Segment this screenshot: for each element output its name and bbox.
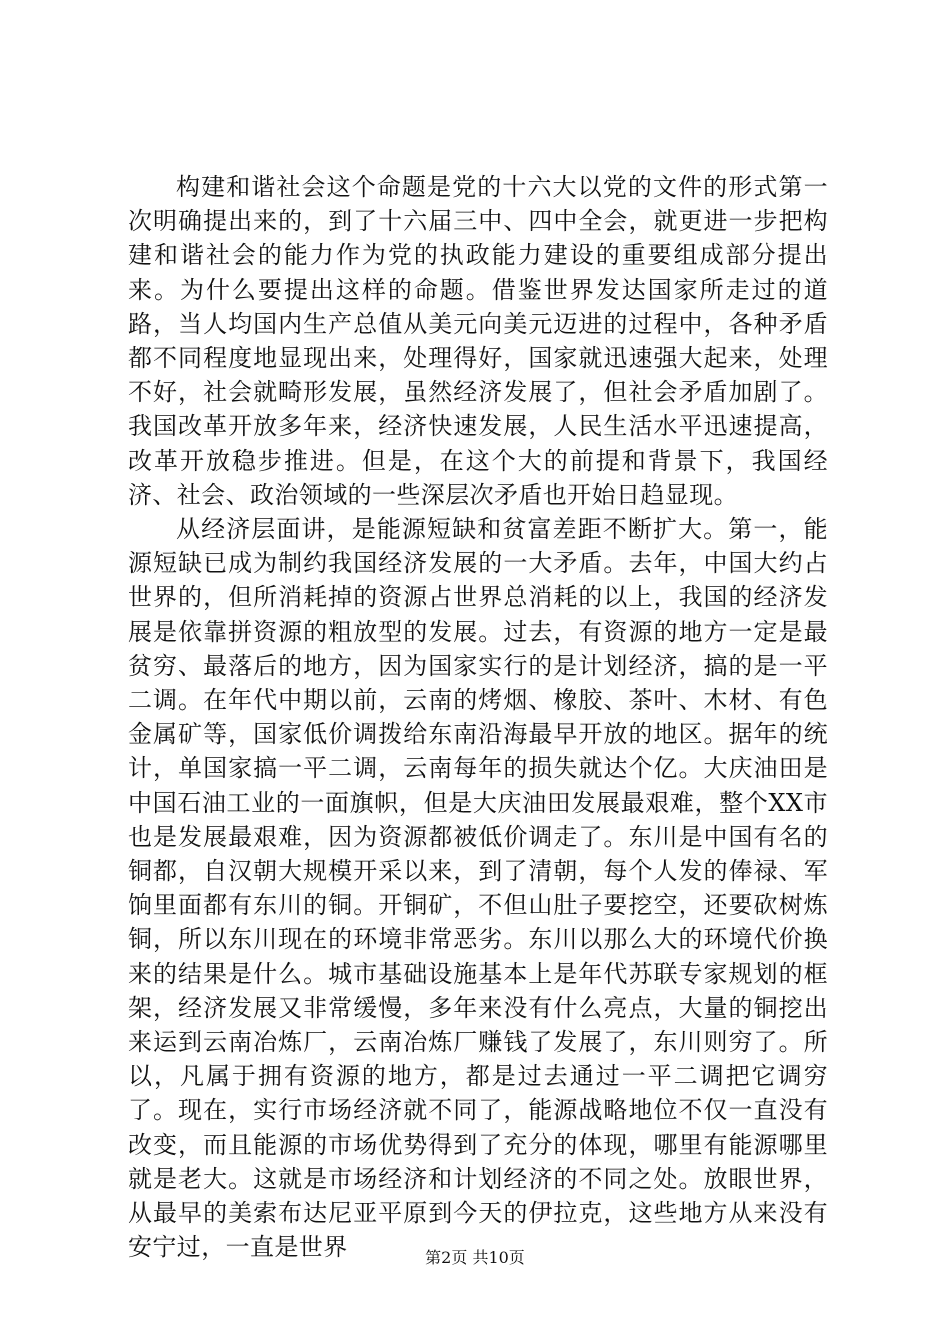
document-body [128,170,828,1265]
page-number-footer: 第2页 共10页 [425,1248,525,1267]
paragraph-harmonious-society: 构建和谐社会这个命题是党的十六大以党的文件的形式第一次明确提出来的，到了十六届三中、四中全会，就更进一步把构建和谐社会的能力作为党的执政能力建设的重要组成部分提出来。为什么要提出这样的命题。借鉴世界发达国家所走过的道路，当人均国内生产总值从美元向美元迈进的过程中，各种矛盾都不同程度地显现出来，处理得好，国家就迅速强大起来，处理不好，社会就畸形发展，虽然经济发展了，但社会矛盾加剧了。我国改革开放多年来，经济快速发展，人民生活水平迅速提高，改革开放稳步推进。但是，在这个大的前提和背景下，我国经济、社会、政治领域的一些深层次矛盾也开始日趋显现。 [128,173,828,509]
paragraph-economic-level: 从经济层面讲，是能源短缺和贫富差距不断扩大。第一，能源短缺已成为制约我国经济发展的一大矛盾。去年，中国大约占世界的，但所消耗掉的资源占世界总消耗的以上，我国的经济发展是依靠拼资源的粗放型的发展。过去，有资源的地方一定是最贫穷、最落后的地方，因为国家实行的是计划经济，搞的是一平二调。在年代中期以前，云南的烤烟、橡胶、茶叶、木材、有色金属矿等，国家低价调拨给东南沿海最早开放的地区。据年的统计，单国家搞一平二调，云南每年的损失就达个亿。大庆油田是中国石油工业的一面旗帜，但是大庆油田发展最艰难，整个XX市也是发展最艰难，因为资源都被低价调走了。东川是中国有名的铜都，自汉朝大规模开采以来，到了清朝，每个人发的俸禄、军饷里面都有东川的铜。开铜矿，不但山肚子要挖空，还要砍树炼铜，所以东川现在的环境非常恶劣。东川以那么大的环境代价换来的结果是什么。城市基础设施基本上是年代苏联专家规划的框架，经济发展又非常缓慢，多年来没有什么亮点，大量的铜挖出来运到云南冶炼厂，云南冶炼厂赚钱了发展了，东川则穷了。所以，凡属于拥有资源的地方，都是过去通过一平二调把它调穷了。现在，实行市场经济就不同了，能源战略地位不仅一直没有改变，而且能源的市场优势得到了充分的体现，哪里有能源哪里就是老大。这就是市场经济和计划经济的不同之处。放眼世界，从最早的美索布达尼亚平原到今天的伊拉克，这些地方从来没有安宁过，一直是世界 [128,515,828,1262]
